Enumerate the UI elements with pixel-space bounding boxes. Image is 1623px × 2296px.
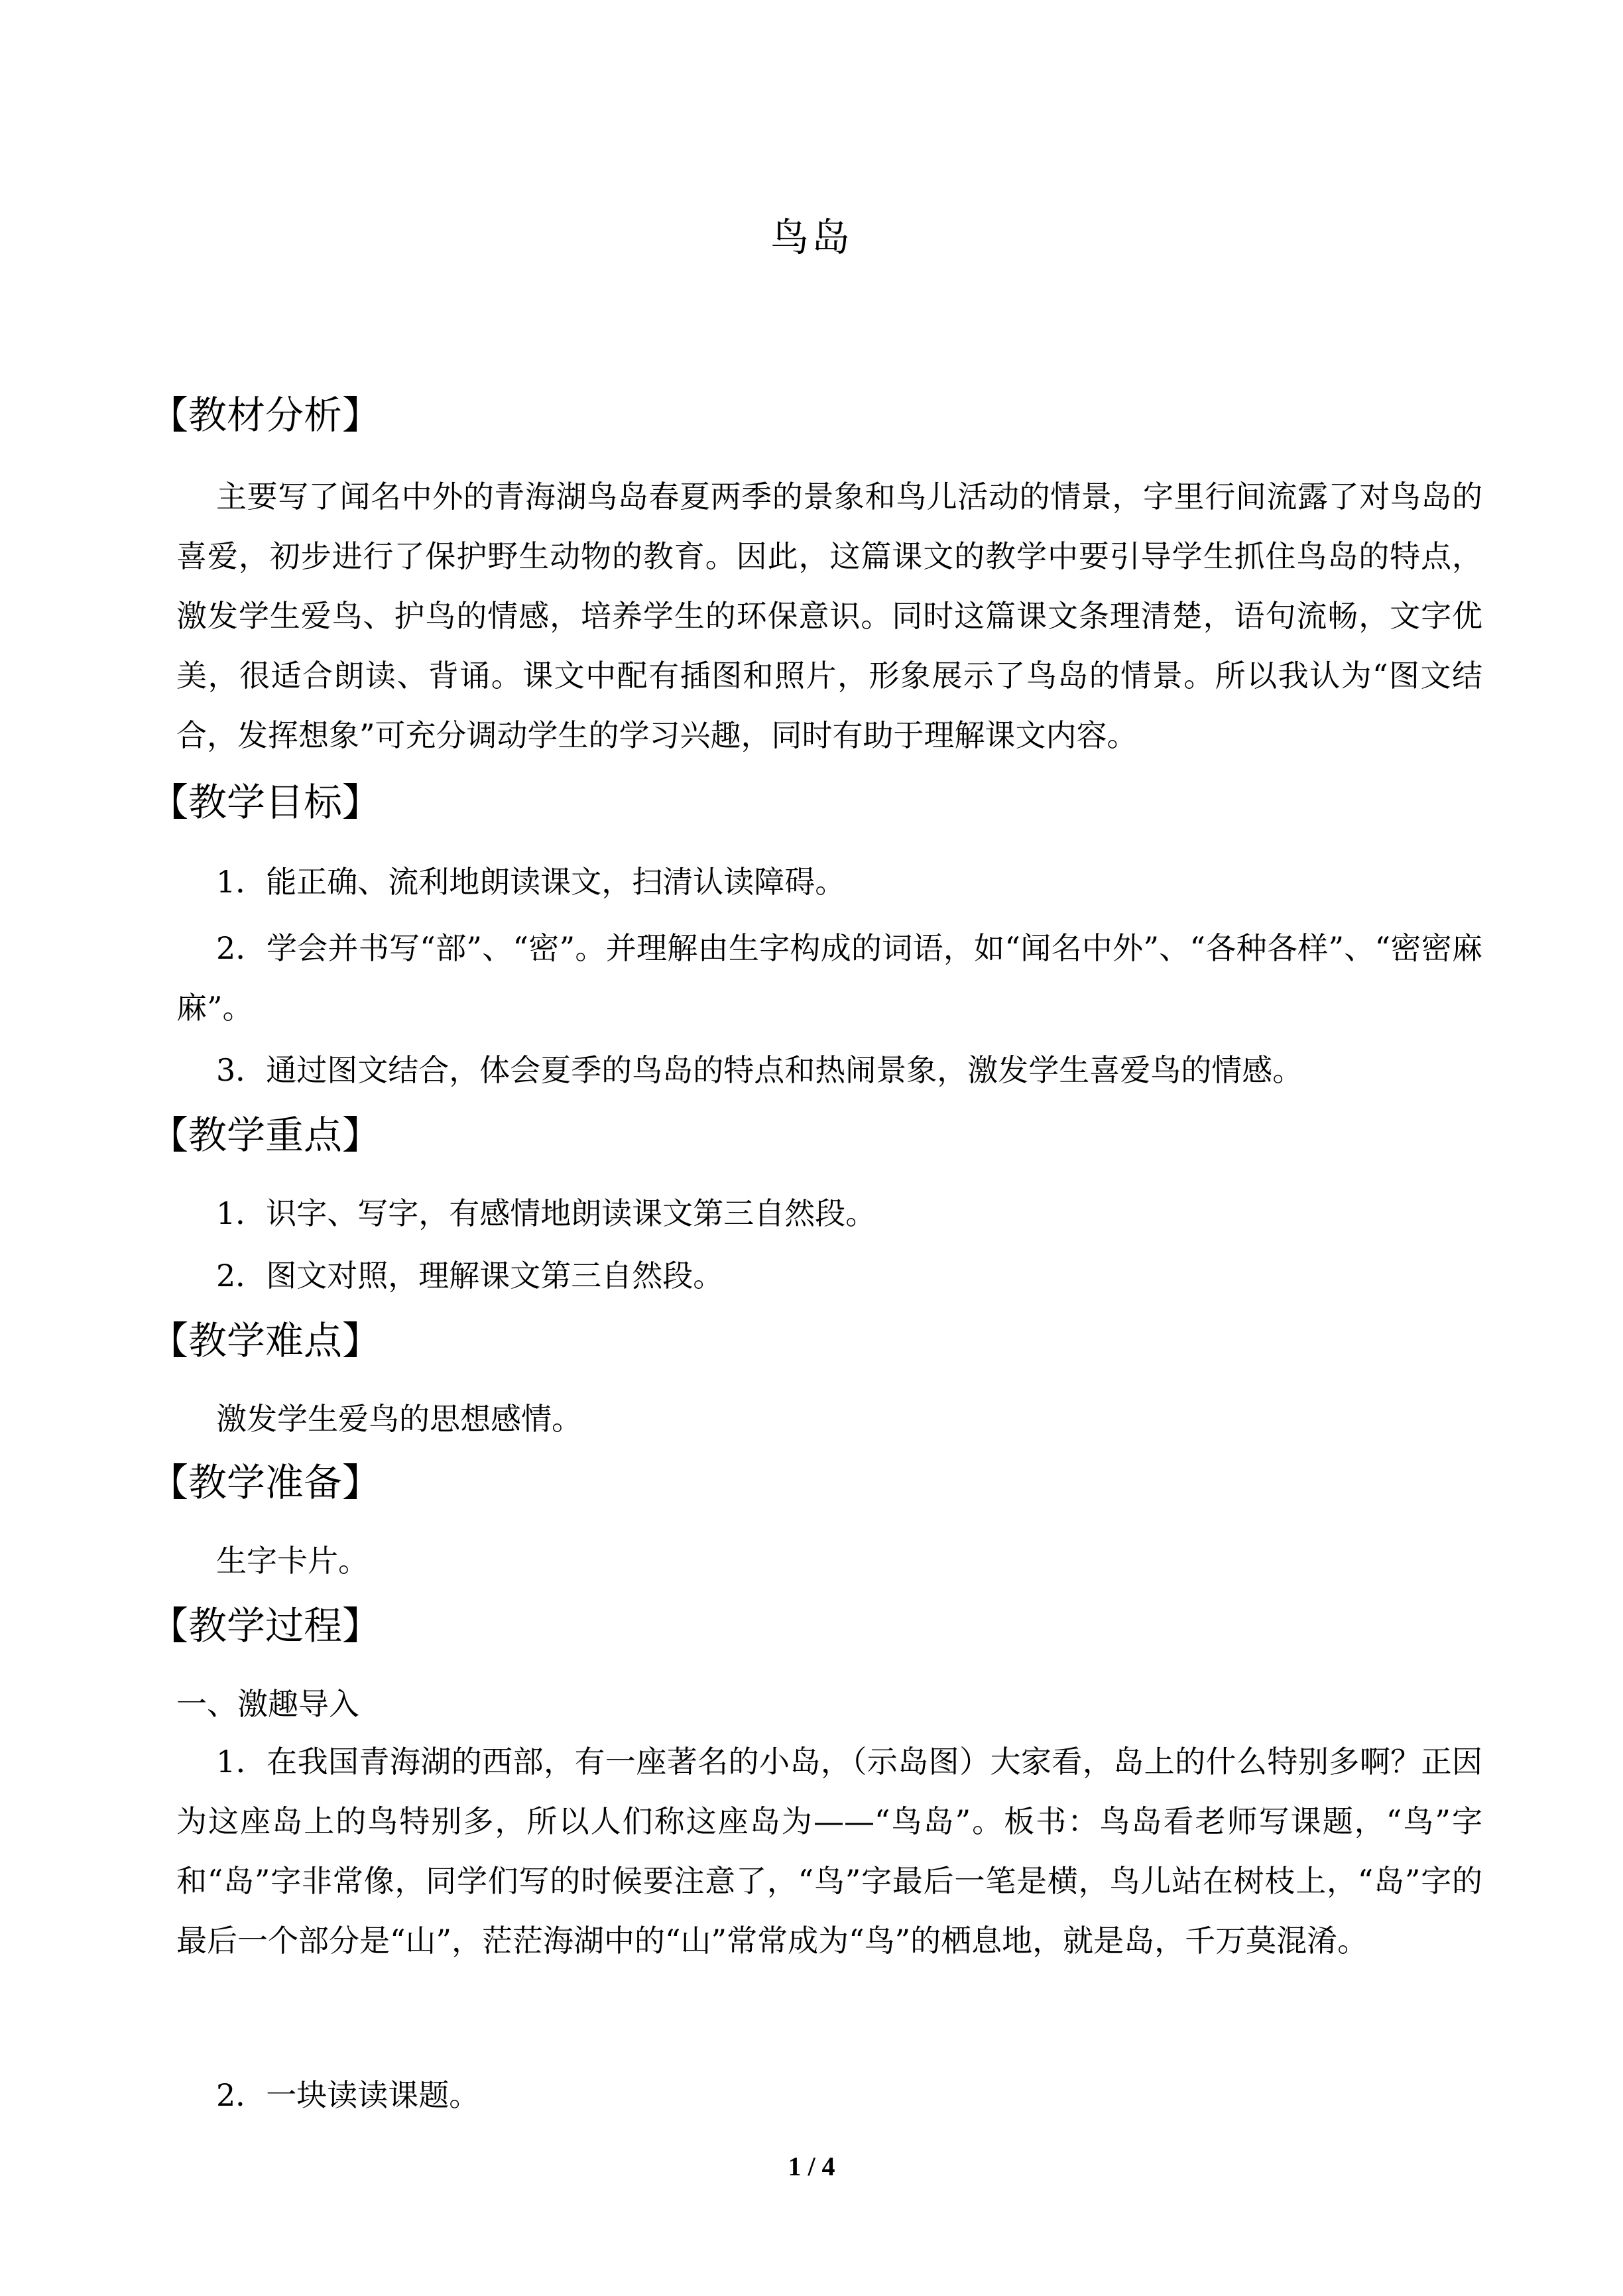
page-title: 鸟岛 <box>770 215 853 260</box>
difficulties-text: 激发学生爱鸟的思想感情。 <box>216 1401 582 1437</box>
heading-difficulties: 【教学难点】 <box>150 1318 381 1363</box>
heading-analysis: 【教材分析】 <box>150 393 381 438</box>
page-number: 1 / 4 <box>788 2151 835 2181</box>
analysis-paragraph: 主要写了闻名中外的青海湖鸟岛春夏两季的景象和鸟儿活动的情景，字里行间流露了对鸟岛的喜爱，初步进行了保护野生动物的教育。因此，这篇课文的教学中要引导学生抓住鸟岛的特点，激发学生爱鸟、护鸟的情感，培养学生的环保意识。同时这篇课文条理清楚，语句流畅，文字优美，很适合朗读、背诵。课文中配有插图和照片，形象展示了鸟岛的情景。所以我认为“图文结合，发挥想象”可充分调动学生的学习兴趣，同时有助于理解课文内容。 <box>176 479 1482 753</box>
process-item-2: 2．一块读读课题。 <box>216 2077 480 2113</box>
heading-process: 【教学过程】 <box>150 1603 381 1648</box>
key-point-item-1: 1．识字、写字，有感情地朗读课文第三自然段。 <box>216 1195 876 1231</box>
heading-goals: 【教学目标】 <box>150 780 381 825</box>
heading-preparation: 【教学准备】 <box>150 1460 381 1505</box>
goal-item-2: 2．学会并书写“部”、“密”。并理解由生字构成的词语，如“闻名中外”、“各种各样”、“密密麻麻”。 <box>176 930 1482 1026</box>
key-point-item-2: 2．图文对照，理解课文第三自然段。 <box>216 1258 724 1294</box>
heading-key-points: 【教学重点】 <box>150 1113 381 1158</box>
preparation-text: 生字卡片。 <box>216 1543 369 1579</box>
goal-item-3: 3．通过图文结合，体会夏季的鸟岛的特点和热闹景象，激发学生喜爱鸟的情感。 <box>216 1052 1303 1088</box>
process-item-1: 1．在我国青海湖的西部，有一座著名的小岛，（示岛图）大家看，岛上的什么特别多啊？正因为这座岛上的鸟特别多，所以人们称这座岛为——“鸟岛”。板书：鸟岛看老师写课题，“鸟”字和“岛”字非常像，同学们写的时候要注意了，“鸟”字最后一笔是横，鸟儿站在树枝上，“岛”字的最后一个部分是“山”，茫茫海湖中的“山”常常成为“鸟”的栖息地，就是岛，千万莫混淆。 <box>176 1744 1482 1959</box>
goal-item-1: 1．能正确、流利地朗读课文，扫清认读障碍。 <box>216 864 846 900</box>
process-subheading: 一、激趣导入 <box>176 1686 359 1722</box>
